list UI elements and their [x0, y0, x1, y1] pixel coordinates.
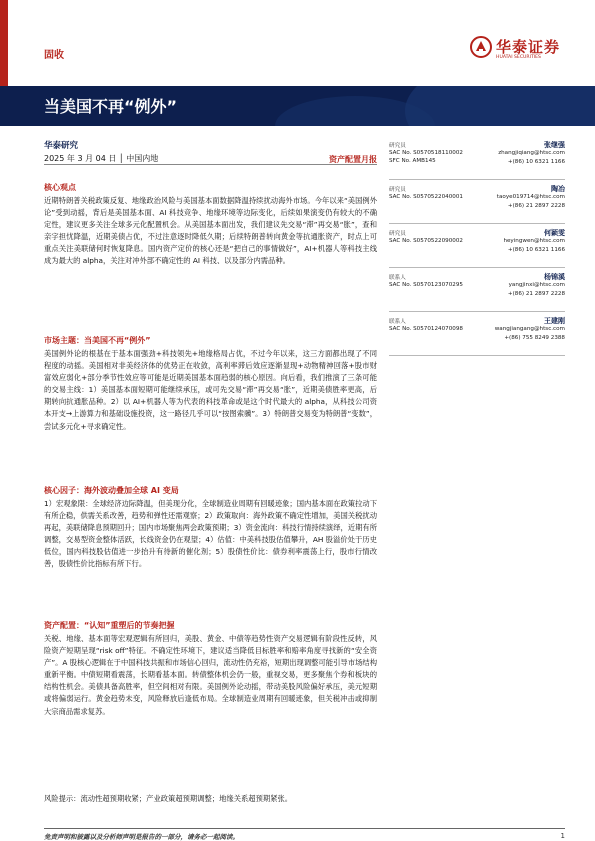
company-logo	[470, 36, 570, 66]
report-title: 当美国不再“例外”	[44, 97, 178, 116]
research-org: 华泰研究	[44, 141, 79, 151]
brand-stripe	[0, 0, 8, 86]
analyst-sac: SAC No. S0570518110002	[389, 150, 463, 156]
section-body-core-factors: 1）宏观象限：全球经济边际降温，但美现分化，全球制造业周期有回暖迹象；国内基本面在政策拉动下有所企稳，供需关系改善，趋势和弹性还需观察；2）政策取向：海外政策不确定性增加，美国关税扰动再起，美联储降息预期回升；国内市场聚焦两会政策预期；3）资金流向：科技行情持续演绎，近期有所调整，交易型资金整体活跃，长线资金仍在观望；4）估值：中美科技股估值攀升，AH 股溢价处于历史低位，国内科技股估值进一步抬升有待新的催化剂；5）股债性价比：债券利率震荡上行，股市行情改善，股债性价比指标有所下行。	[44, 499, 377, 569]
analyst-role: 研究员	[389, 187, 406, 193]
page-number: 1	[560, 832, 565, 840]
logo-subtext: HUATAI SECURITIES	[496, 55, 541, 60]
analyst-phone: +(86) 10 6321 1166	[507, 247, 565, 253]
analyst-card	[389, 268, 565, 312]
section-heading-core-view: 核心观点	[44, 183, 76, 192]
analyst-role: 研究员	[389, 231, 406, 237]
disclaimer-note: 免责声明和披露以及分析师声明是报告的一部分，请务必一起阅读。	[44, 833, 239, 841]
analyst-email[interactable]: taoye019714@htsc.com	[496, 194, 565, 200]
logo-text: 华泰证券	[496, 38, 561, 56]
analyst-email[interactable]: zhangjiqiang@htsc.com	[498, 150, 565, 156]
analyst-card	[389, 180, 565, 224]
analyst-role: 联系人	[389, 275, 406, 281]
section-heading-market-theme: 市场主题：当美国不再“例外”	[44, 336, 151, 345]
analyst-phone: +(86) 21 2897 2228	[507, 291, 565, 297]
analyst-name: 王建刚	[544, 317, 565, 325]
logo-mark-icon	[470, 36, 492, 58]
section-heading-core-factors: 核心因子：海外波动叠加全球 AI 变局	[44, 486, 179, 495]
section-heading-asset-allocation: 资产配置：“认知”重塑后的节奏把握	[44, 621, 175, 630]
section-tag: 固收	[44, 50, 64, 61]
analyst-email[interactable]: heyingwen@htsc.com	[503, 238, 565, 244]
analyst-role: 联系人	[389, 319, 406, 325]
analyst-card	[389, 136, 565, 180]
analyst-name: 何颖雯	[544, 229, 565, 237]
analyst-name: 杨锦溪	[544, 273, 565, 281]
report-type: 资产配置月报	[329, 155, 377, 164]
analyst-card	[389, 224, 565, 268]
analyst-sac: SAC No. S0570522090002	[389, 238, 463, 244]
report-date: 2025 年 3 月 04 日 │ 中国内地	[44, 154, 159, 163]
meta-divider	[44, 164, 377, 165]
analyst-email[interactable]: wangjiangang@htsc.com	[494, 326, 565, 332]
analyst-sfc: SFC No. AMB145	[389, 158, 436, 164]
risk-warning: 风险提示：流动性超预期收紧；产业政策超预期调整；地缘关系超预期紧张。	[44, 794, 293, 803]
section-body-asset-allocation: 关税、地缘、基本面等宏观逻辑有所回归，美股、黄金、中债等趋势性资产交易逻辑有阶段性反转，风险资产短期呈现“risk off”特征。不确定性环境下，建议适当降低目标胜率和赔率角度寻找新的“安全资产”。A 股核心逻辑在于中国科技共振和市场信心回归，流动性仍充裕，短期出现调整可能引导市场结构重新平衡。中债短期看震荡，长期看基本面。转债整体机会仍一般，重视交易，更多聚焦个券和板块的结构性机会。美债具备高胜率，但空间相对有限。美国例外论动摇，带动美股风险偏好承压，美元短期或将偏弱运行。黄金趋势未变，风险释放后逢低布局。全球制造业周期有回暖迹象，但关税冲击或抑制大宗商品需求复苏。	[44, 634, 377, 716]
analyst-card	[389, 312, 565, 356]
analyst-panel	[389, 136, 565, 356]
analyst-email[interactable]: yangjinxi@htsc.com	[508, 282, 565, 288]
analyst-phone: +(86) 10 6321 1166	[507, 159, 565, 165]
analyst-phone: +(86) 755 8249 2388	[504, 335, 565, 341]
analyst-phone: +(86) 21 2897 2228	[507, 203, 565, 209]
analyst-sac: SAC No. S0570124070098	[389, 326, 463, 332]
analyst-name: 张继强	[544, 141, 565, 149]
section-body-core-view: 近期特朗普关税政策反复、地缘政治风险与美国基本面数据降温持续扰动海外市场。今年以来“美国例外论”受到动摇，背后是美国基本面、AI 科技竞争、地缘环境等边际变化，后续如果演变仍有较大的不确定性，建议更多关注全球多元化配置机会。从美国基本面出发，我们建议先交易“滞”再交易“胀”，查和亲字担忧降温，近期美债占优，不过注意逐时降低久期；后续特朗普转向黄金等抗通胀资产，时点上可重点关注美联储何时恢复降息。国内资产定价的核心还是“把自己的事情做好”，AI+机器人等科技主线成为最大的 alpha，关注对冲外部不确定性的 AI 科技、以及部分内需品种。	[44, 196, 377, 266]
footer-divider	[44, 828, 565, 829]
section-body-market-theme: 美国例外论的根基在于基本面强劲+科技领先+地缘格局占优，不过今年以来，这三方面都出现了不同程度的动摇。美国相对非美经济体的优势正在收敛，高利率滞后效应逐渐显现+动物精神回落+股市财富效应弱化+部分季节性效应等可能是近期美国基本面趋弱的核心原因。向后看，我们推演了三条可能的交易主线：1）美国基本面短期可能继续承压，或可先交易“滞”再交易“胀”，近期美债胜率更高，后期转向抗通胀品种。2）以 AI+机器人等为代表的科技革命或是这个时代最大的 alpha，从科技公司资本开支→上游算力和基础设施投资，这一路径几乎可以“按图索骥”。3）特朗普交易变为特朗普“变数”，尝试多元化+寻求确定性。	[44, 349, 377, 431]
analyst-sac: SAC No. S0570123070295	[389, 282, 463, 288]
analyst-sac: SAC No. S0570522040001	[389, 194, 463, 200]
analyst-name: 陶冶	[551, 185, 565, 193]
analyst-role: 研究员	[389, 143, 406, 149]
